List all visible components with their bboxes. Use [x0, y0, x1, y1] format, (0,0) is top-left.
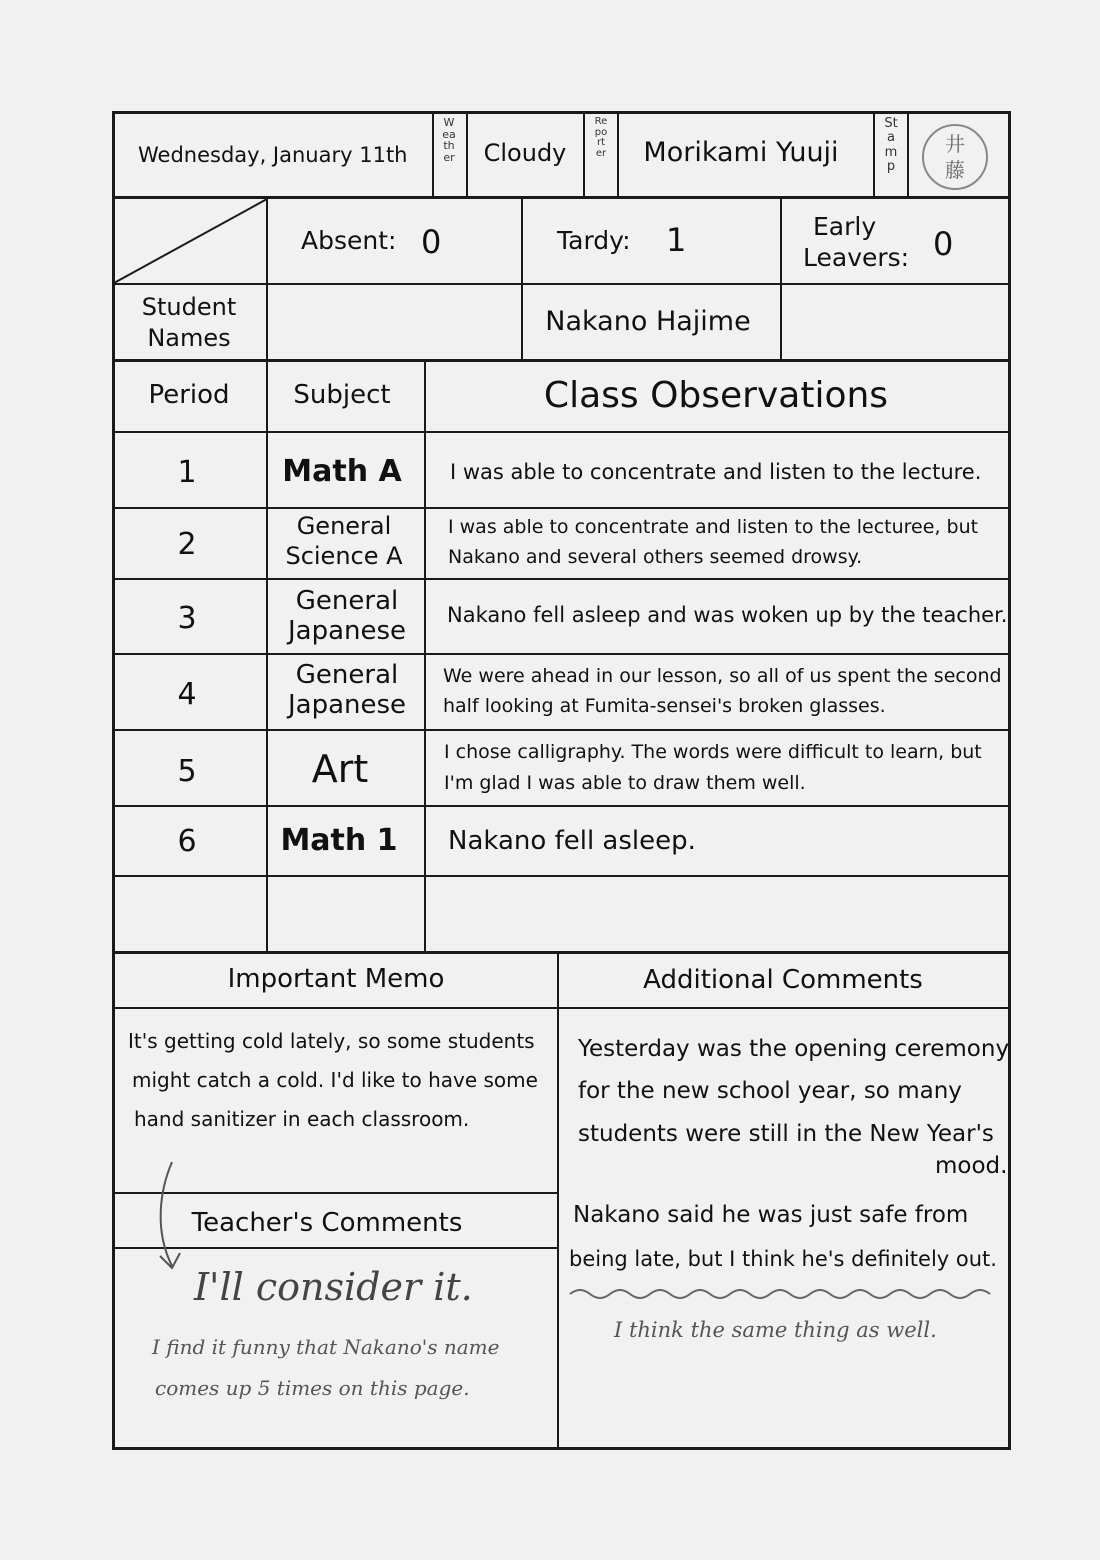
weather-value: Cloudy — [483, 139, 567, 167]
observation-note: Nakano fell asleep and was woken up by the teacher. — [447, 603, 1008, 627]
divider — [112, 507, 1011, 509]
subject-name: General — [296, 512, 392, 540]
observation-note: I chose calligraphy. The words were difficult to learn, but — [444, 741, 982, 763]
weather-label: Weather — [442, 116, 456, 164]
divider — [557, 953, 559, 1448]
divider — [466, 113, 468, 197]
memo-line: hand sanitizer in each classroom. — [134, 1107, 470, 1131]
outer-border-bottom — [112, 1447, 1011, 1450]
divider — [583, 113, 585, 197]
observations-column-header: Class Observations — [543, 375, 889, 416]
subject-name: Art — [311, 747, 369, 791]
divider — [424, 361, 426, 952]
divider — [112, 359, 1011, 362]
arrow-down-icon — [150, 1160, 190, 1278]
subject-name: Math 1 — [280, 823, 398, 858]
observation-note: I was able to concentrate and listen to the lecturee, but — [448, 516, 979, 538]
divider — [432, 113, 434, 197]
observation-note: Nakano fell asleep. — [448, 826, 696, 856]
additional-comment-line: for the new school year, so many — [578, 1078, 962, 1104]
divider — [521, 198, 523, 361]
period-number: 5 — [177, 754, 197, 789]
student-names-label-line2: Names — [147, 324, 231, 352]
seal-stamp — [922, 124, 988, 190]
important-memo-title: Important Memo — [227, 964, 445, 994]
subject-name: Math A — [282, 454, 402, 489]
period-number: 6 — [177, 824, 197, 859]
stamp-char: 井 — [945, 132, 965, 156]
observation-note: We were ahead in our lesson, so all of us spent the second — [443, 665, 1002, 687]
student-names-label-line1: Student — [141, 293, 237, 321]
outer-border-top — [112, 111, 1011, 114]
subject-name: Japanese — [287, 616, 407, 646]
reporter-name: Morikami Yuuji — [643, 137, 839, 168]
absent-count: 0 — [421, 223, 442, 261]
period-number: 3 — [177, 601, 197, 636]
additional-comment-line: students were still in the New Year's — [578, 1121, 994, 1147]
outer-border-right — [1008, 111, 1011, 1450]
tardy-student-name: Nakano Hajime — [545, 306, 751, 337]
absent-label: Absent: — [301, 226, 397, 255]
divider — [266, 361, 268, 952]
early-label-line2: Leavers: — [803, 243, 910, 272]
tardy-label: Tardy: — [557, 226, 631, 255]
wavy-underline — [568, 1284, 998, 1304]
subject-name: Science A — [285, 542, 403, 570]
additional-comment-line: being late, but I think he's definitely out. — [569, 1247, 997, 1271]
teacher-note-line: comes up 5 times on this page. — [155, 1376, 470, 1400]
subject-name: General — [295, 586, 399, 616]
divider — [617, 113, 619, 197]
divider — [112, 875, 1011, 877]
teacher-comments-title: Teacher's Comments — [191, 1208, 463, 1238]
divider — [112, 951, 1011, 954]
period-number: 1 — [177, 455, 197, 490]
observation-note: I'm glad I was able to draw them well. — [444, 772, 806, 794]
subject-name: General — [295, 660, 399, 690]
additional-comment-line: Nakano said he was just safe from — [573, 1202, 969, 1228]
observation-note: half looking at Fumita-sensei's broken glasses. — [443, 695, 886, 717]
period-number: 2 — [177, 527, 197, 562]
divider — [112, 729, 1011, 731]
teacher-reply: I'll consider it. — [194, 1265, 473, 1309]
diagonal-slash — [114, 198, 267, 284]
divider — [112, 653, 1011, 655]
period-number: 4 — [177, 677, 197, 712]
early-label-line1: Early — [813, 212, 877, 241]
additional-comment-line: mood. — [935, 1153, 1008, 1179]
divider — [112, 1007, 1011, 1009]
stamp-label: Stamp — [884, 116, 898, 174]
teacher-note-line: I find it funny that Nakano's name — [152, 1335, 500, 1359]
outer-border-left — [112, 111, 115, 1450]
observation-note: I was able to concentrate and listen to the lecture. — [450, 460, 982, 484]
divider — [780, 198, 782, 361]
journal-date: Wednesday, January 11th — [138, 143, 408, 167]
subject-column-header: Subject — [293, 380, 391, 410]
tardy-count: 1 — [666, 221, 687, 259]
memo-line: might catch a cold. I'd like to have some — [132, 1068, 538, 1092]
reporter-label: Reporter — [594, 116, 608, 159]
divider — [907, 113, 909, 197]
divider — [112, 578, 1011, 580]
stamp-char: 藤 — [945, 158, 965, 182]
additional-comments-title: Additional Comments — [643, 965, 923, 995]
early-count: 0 — [933, 225, 954, 263]
divider — [112, 805, 1011, 807]
divider — [873, 113, 875, 197]
period-column-header: Period — [148, 380, 230, 410]
divider — [112, 431, 1011, 433]
additional-comment-line: Yesterday was the opening ceremony — [578, 1036, 1010, 1062]
subject-name: Japanese — [287, 690, 407, 720]
observation-note: Nakano and several others seemed drowsy. — [448, 546, 863, 568]
teacher-additional-reply: I think the same thing as well. — [614, 1318, 937, 1342]
memo-line: It's getting cold lately, so some students — [128, 1029, 535, 1053]
